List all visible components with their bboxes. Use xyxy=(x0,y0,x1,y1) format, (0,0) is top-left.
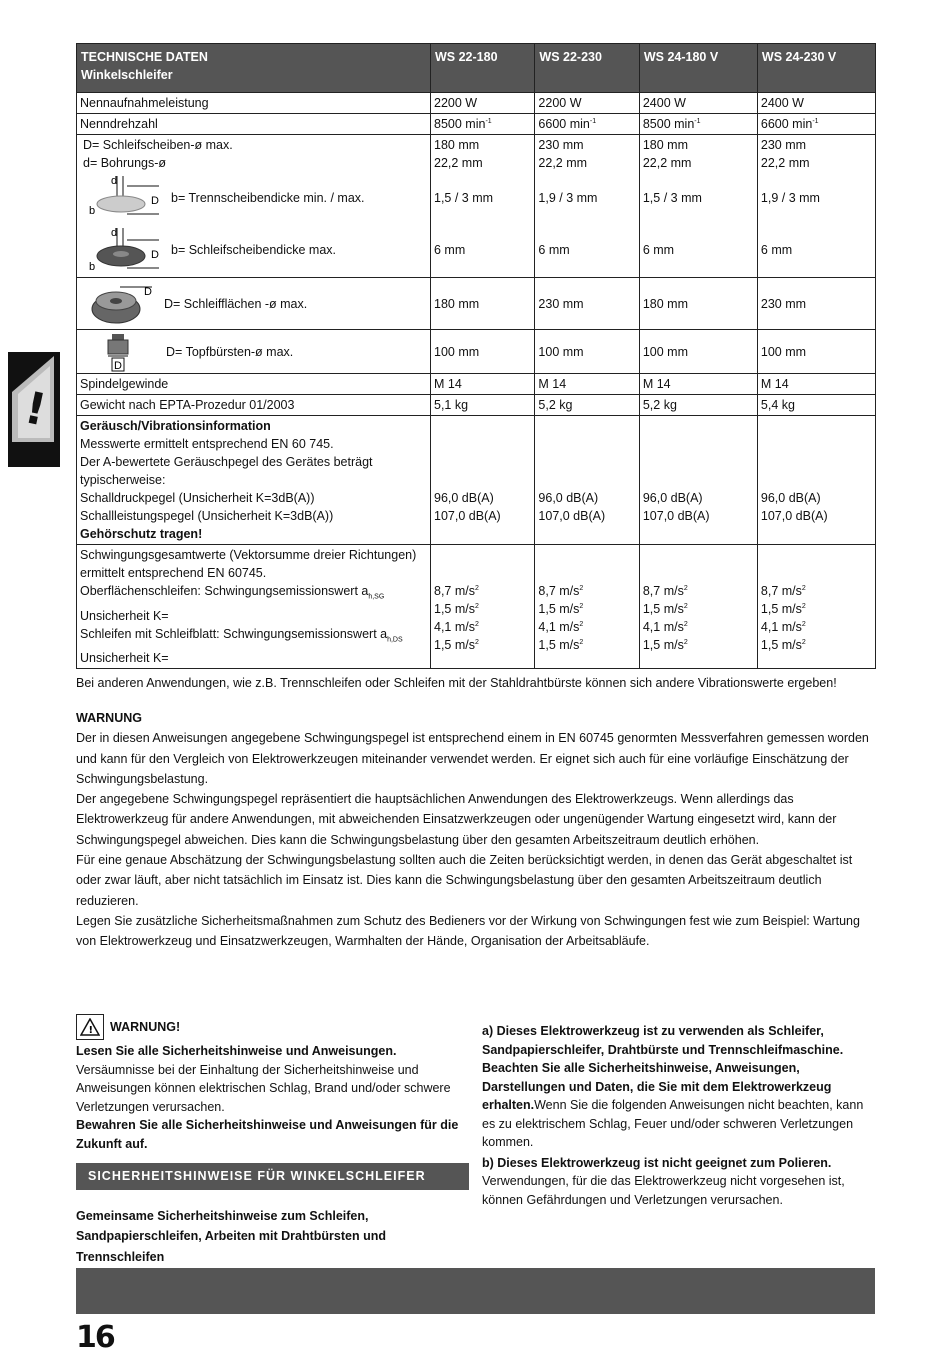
cell: M 14 xyxy=(757,374,875,395)
warning-paragraph: Der in diesen Anweisungen angegebene Schwingungspegel ist entsprechend einem in EN 60745 genormten Messverfahren gemessen worden und kann für den Vergleich von Elektrowerkzeugen miteinander verwendet werden. Er eignet sich auch für eine vorläufige Einschätzung der Schwingungsbelastung. xyxy=(76,731,869,786)
cutting-disc-icon xyxy=(83,174,163,222)
row-label: Nenndrehzahl xyxy=(77,114,431,135)
warning-heading: ! WARNUNG! xyxy=(76,1014,469,1040)
table-title-line1: TECHNISCHE DATEN xyxy=(81,50,208,64)
warning-exclamation-icon xyxy=(8,352,60,467)
table-title-line2: Winkelschleifer xyxy=(81,68,173,82)
warning-paragraph: Der angegebene Schwingungspegel repräsentiert die hauptsächlichen Anwendungen des Elektrowerkzeugs. Wenn allerdings das Elektrowerkzeug für andere Anwendungen, mit abweichenden Einsatzwerkzeugen oder ungenügender Wartung eingesetzt wird, kann der Schwingungspegel abweichen. Dies kann die Schwingungsbelastung über den gesamten Arbeitszeitraum deutlich erhöhen. xyxy=(76,792,837,847)
table-row xyxy=(77,114,876,135)
cell: 2200 W xyxy=(535,93,639,114)
cell: 8500 $\min^{-1}$ xyxy=(431,114,535,135)
cell: 8,7 $m/s^2$ 1,5 $m/s^2$ 4,1 $m/s^2$ 1,5 $m/s^2$ xyxy=(431,545,535,669)
cell: 5,4 kg xyxy=(757,395,875,416)
cell: 180 mm 22,2 mm 1,5 / 3 mm 6 mm xyxy=(639,135,757,278)
table-row xyxy=(77,93,876,114)
page-number: 16 xyxy=(76,1320,114,1355)
row-label: Geräusch/Vibrationsinformation Messwerte ermittelt entsprechend EN 60 745. Der A-bewertete Geräuschpegel des Gerätes beträgt typischerweise: Schalldruckpegel (Unsicherheit K=3dB(A)) Schallleistungspegel (Unsicherheit K=3dB(A)) Gehörschutz tragen! xyxy=(77,416,431,545)
cell: 180 mm xyxy=(639,278,757,330)
cell: 230 mm xyxy=(757,278,875,330)
cell: M 14 xyxy=(639,374,757,395)
cell: 100 mm xyxy=(757,330,875,374)
svg-text:D: D xyxy=(151,195,159,207)
cell: 2200 W xyxy=(431,93,535,114)
warning-paragraph: Legen Sie zusätzliche Sicherheitsmaßnahmen zum Schutz des Bedieners vor der Wirkung von Schwingungen fest wie zum Beispiel: Wartung von Elektrowerkzeug und Einsatzwerkzeugen, Warmhalten der Hände, Organisation der Arbeitsabläufe. xyxy=(76,913,860,949)
svg-text:d: d xyxy=(111,175,118,187)
cell: M 14 xyxy=(431,374,535,395)
svg-text:b: b xyxy=(89,205,96,217)
row-label: D D= Schleifflächen -ø max. xyxy=(77,278,431,330)
row-label: Schwingungsgesamtwerte (Vektorsumme dreier Richtungen) ermittelt entsprechend EN 60745. Oberflächenschleifen: Schwingungsemissionswert $a_{h,SG}$ Unsicherheit K= Schleifen mit Schleifblatt: Schwingungsemissionswert $a_{h,DS}$ Unsicherheit K= xyxy=(77,545,431,669)
instruction-b-text: Verwendungen, für die das Elektrowerkzeug nicht vorgesehen ist, können Gefährdungen und Verletzungen verursachen. xyxy=(482,1174,845,1207)
table-row xyxy=(77,374,876,395)
cell: 100 mm xyxy=(431,330,535,374)
table-row-flap xyxy=(77,278,876,330)
row-label: D D= Topfbürsten-ø max. xyxy=(77,330,431,374)
left-column xyxy=(76,1014,469,1267)
model-header: WS 24-230 V xyxy=(757,44,875,93)
cell: 8,7 $m/s^2$ 1,5 $m/s^2$ 4,1 $m/s^2$ 1,5 $m/s^2$ xyxy=(757,545,875,669)
table-row-cup xyxy=(77,330,876,374)
row-label: Spindelgewinde xyxy=(77,374,431,395)
cell: 100 mm xyxy=(639,330,757,374)
cell: 96,0 dB(A) 107,0 dB(A) xyxy=(535,416,639,545)
cell: 5,2 kg xyxy=(639,395,757,416)
cell: 100 mm xyxy=(535,330,639,374)
table-row-noise xyxy=(77,416,876,545)
row-label: D= Schleifscheiben-ø max. d= Bohrungs-ø d b D b= Trennscheibendicke min. / max. d b D b= Schleifscheibendicke max. xyxy=(77,135,431,278)
cell: 230 mm xyxy=(535,278,639,330)
cell: 5,1 kg xyxy=(431,395,535,416)
keep-instructions: Bewahren Sie alle Sicherheitshinweise und Anweisungen für die Zukunft auf. xyxy=(76,1118,459,1151)
svg-text:D: D xyxy=(144,285,152,298)
section-title-bar: SICHERHEITSHINWEISE FÜR WINKELSCHLEIFER xyxy=(76,1163,469,1190)
cell: 8500 $\min^{-1}$ xyxy=(639,114,757,135)
sub-title: Gemeinsame Sicherheitshinweise zum Schleifen, Sandpapierschleifen, Arbeiten mit Drahtbürsten und Trennschleifen xyxy=(76,1208,386,1264)
cell: 2400 W xyxy=(757,93,875,114)
cell: 6600 $\min^{-1}$ xyxy=(535,114,639,135)
warning-title: WARNUNG xyxy=(76,711,142,725)
cell: 5,2 kg xyxy=(535,395,639,416)
model-header: WS 22-180 xyxy=(431,44,535,93)
cell: 180 mm 22,2 mm 1,5 / 3 mm 6 mm xyxy=(431,135,535,278)
cell: 230 mm 22,2 mm 1,9 / 3 mm 6 mm xyxy=(535,135,639,278)
grinding-disc-icon xyxy=(83,226,163,274)
right-column xyxy=(482,1022,877,1209)
technical-data-table xyxy=(76,43,876,669)
table-row xyxy=(77,395,876,416)
table-header-row xyxy=(77,44,876,93)
table-title xyxy=(77,44,431,93)
footer-bar xyxy=(76,1268,875,1314)
side-tab xyxy=(8,352,60,467)
cup-brush-icon xyxy=(80,332,160,372)
cell: 8,7 $m/s^2$ 1,5 $m/s^2$ 4,1 $m/s^2$ 1,5 $m/s^2$ xyxy=(535,545,639,669)
cell: 6600 $\min^{-1}$ xyxy=(757,114,875,135)
cell: 230 mm 22,2 mm 1,9 / 3 mm 6 mm xyxy=(757,135,875,278)
svg-text:!: ! xyxy=(20,382,51,437)
cell: 96,0 dB(A) 107,0 dB(A) xyxy=(757,416,875,545)
warning-paragraph: Für eine genaue Abschätzung der Schwingungsbelastung sollten auch die Zeiten berücksichtigt werden, in denen das Gerät abgeschaltet ist oder zwar läuft, aber nicht tatsächlich im Einsatz ist. Dies kann die Schwingungsbelastung über den gesamten Arbeitszeitraum deutlich reduzieren. xyxy=(76,853,853,908)
warning-text: Versäumnisse bei der Einhaltung der Sicherheitshinweise und Anweisungen können elektrischen Schlag, Brand und/oder schwere Verletzungen verursachen. xyxy=(76,1062,451,1114)
svg-text:D: D xyxy=(151,249,159,261)
cell: 96,0 dB(A) 107,0 dB(A) xyxy=(431,416,535,545)
table-row-vibration xyxy=(77,545,876,669)
table-row-discs xyxy=(77,135,876,278)
cell: 8,7 $m/s^2$ 1,5 $m/s^2$ 4,1 $m/s^2$ 1,5 $m/s^2$ xyxy=(639,545,757,669)
svg-text:D: D xyxy=(114,359,122,372)
svg-text:b: b xyxy=(89,261,96,273)
flap-disc-icon xyxy=(80,281,160,327)
instruction-a: a) Dieses Elektrowerkzeug ist zu verwenden als Schleifer, Sandpapierschleifer, Drahtbürste und Trennschleifmaschine. Beachten Sie alle Sicherheitshinweise, Anweisungen, Darstellungen und Daten, die Sie mit dem Elektrowerkzeug erhalten.Wenn Sie die folgenden Anweisungen nicht beachten, kann es zu elektrischem Schlag, Feuer und/oder schweren Verletzungen kommen. xyxy=(482,1024,864,1149)
cell: M 14 xyxy=(535,374,639,395)
instruction-b-title: b) Dieses Elektrowerkzeug ist nicht geeignet zum Polieren. xyxy=(482,1155,832,1170)
row-label: Nennaufnahmeleistung xyxy=(77,93,431,114)
read-all-heading: Lesen Sie alle Sicherheitshinweise und Anweisungen. xyxy=(76,1044,397,1058)
model-header: WS 22-230 xyxy=(535,44,639,93)
svg-text:d: d xyxy=(111,227,118,239)
cell: 2400 W xyxy=(639,93,757,114)
vibration-note: Bei anderen Anwendungen, wie z.B. Trennschleifen oder Schleifen mit der Stahldrahtbürste können sich andere Vibrationswerte ergeben! xyxy=(76,676,837,690)
warning-triangle-icon xyxy=(76,1014,104,1040)
cell: 180 mm xyxy=(431,278,535,330)
model-header: WS 24-180 V xyxy=(639,44,757,93)
row-label: Gewicht nach EPTA-Prozedur 01/2003 xyxy=(77,395,431,416)
cell: 96,0 dB(A) 107,0 dB(A) xyxy=(639,416,757,545)
warning-section xyxy=(76,708,876,952)
svg-text:!: ! xyxy=(88,1025,94,1036)
